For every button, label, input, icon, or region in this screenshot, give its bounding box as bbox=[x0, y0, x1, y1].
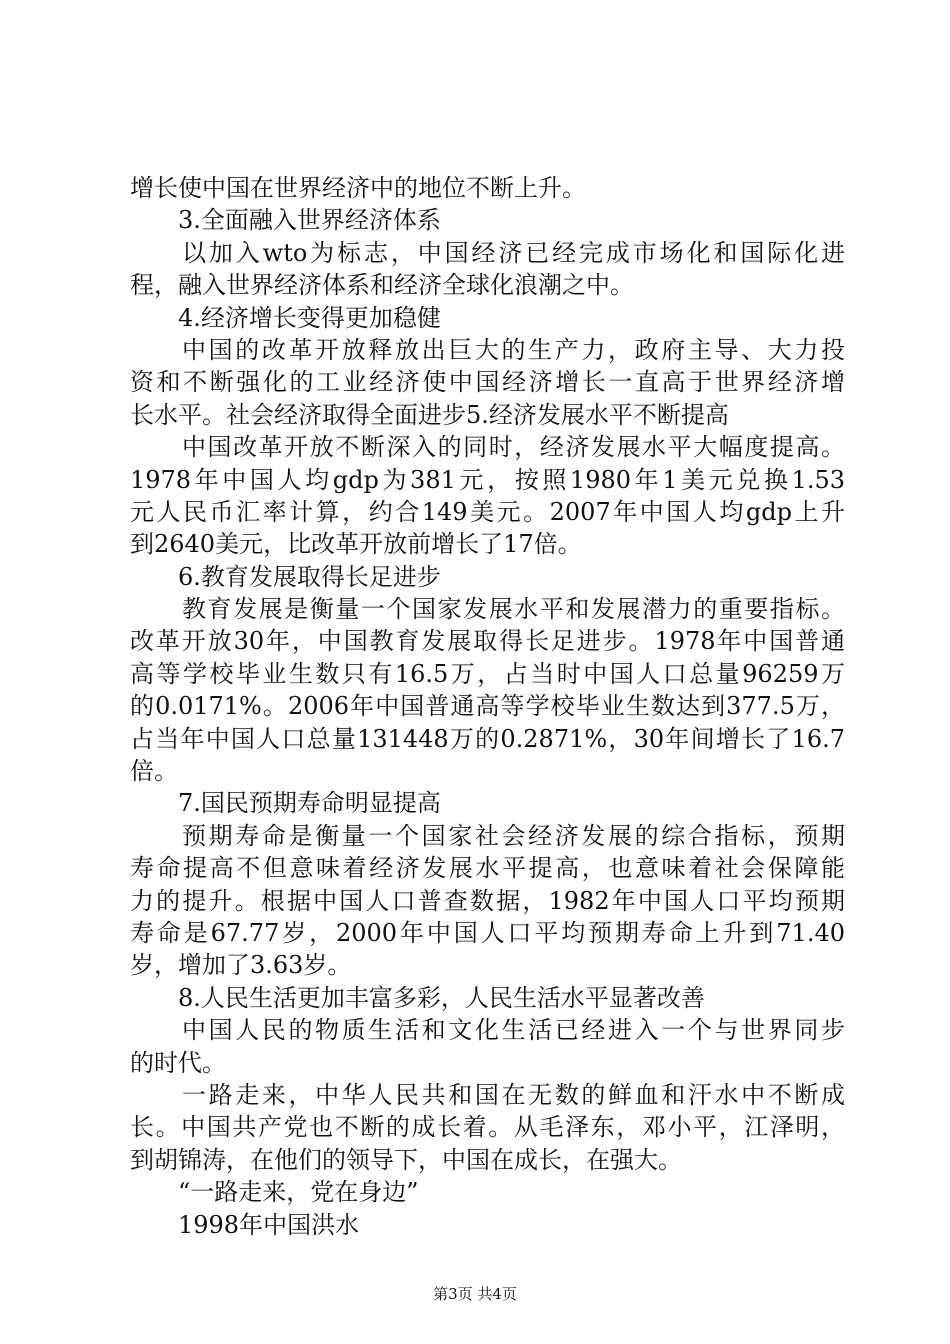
quote-line: “一路走来，党在身边” bbox=[178, 1178, 419, 1207]
paragraph-line: 1978年中国人均gdp为381元，按照1980年1美元兑换1.53 bbox=[130, 465, 845, 494]
paragraph-line: 的时代。 bbox=[130, 1048, 226, 1077]
paragraph-line: 中国人民的物质生活和文化生活已经进入一个与世界同步 bbox=[182, 1016, 845, 1045]
paragraph-line: 程，融入世界经济体系和经济全球化浪潮之中。 bbox=[130, 271, 634, 300]
paragraph-line: 一路走来，中华人民共和国在无数的鲜血和汗水中不断成 bbox=[182, 1080, 845, 1109]
paragraph-line: 中国改革开放不断深入的同时，经济发展水平大幅度提高。 bbox=[182, 433, 845, 462]
paragraph-line: 长水平。社会经济取得全面进步5.经济发展水平不断提高 bbox=[130, 400, 729, 429]
section-heading: 3.全面融入世界经济体系 bbox=[178, 206, 441, 235]
paragraph-line: 长。中国共产党也不断的成长着。从毛泽东，邓小平，江泽明， bbox=[130, 1113, 845, 1142]
paragraph-line: 占当年中国人口总量131448万的0.2871%，30年间增长了16.7 bbox=[130, 724, 845, 753]
paragraph-line: 力的提升。根据中国人口普查数据，1982年中国人口平均预期 bbox=[130, 886, 845, 915]
section-heading: 7.国民预期寿命明显提高 bbox=[178, 789, 441, 818]
paragraph-line: 到胡锦涛，在他们的领导下，中国在成长，在强大。 bbox=[130, 1145, 682, 1174]
paragraph-line: 中国的改革开放释放出巨大的生产力，政府主导、大力投 bbox=[182, 335, 845, 364]
section-heading: 8.人民生活更加丰富多彩，人民生活水平显著改善 bbox=[178, 983, 705, 1012]
page-number-footer: 第3页 共4页 bbox=[433, 1285, 517, 1303]
paragraph-line: 的0.0171%。2006年中国普通高等学校毕业生数达到377.5万， bbox=[130, 692, 845, 721]
paragraph-line: 1998年中国洪水 bbox=[178, 1210, 360, 1239]
paragraph-line: 增长使中国在世界经济中的地位不断上升。 bbox=[130, 174, 586, 202]
paragraph-line: 资和不断强化的工业经济使中国经济增长一直高于世界经济增 bbox=[130, 368, 845, 397]
section-heading: 4.经济增长变得更加稳健 bbox=[178, 303, 441, 332]
paragraph-line: 岁，增加了3.63岁。 bbox=[130, 951, 352, 980]
paragraph-line: 到2640美元，比改革开放前增长了17倍。 bbox=[130, 530, 582, 559]
paragraph-line: 教育发展是衡量一个国家发展水平和发展潜力的重要指标。 bbox=[182, 595, 845, 624]
section-heading: 6.教育发展取得长足进步 bbox=[178, 562, 441, 591]
paragraph-line: 改革开放30年，中国教育发展取得长足进步。1978年中国普通 bbox=[130, 627, 845, 656]
paragraph-line: 高等学校毕业生数只有16.5万，占当时中国人口总量96259万 bbox=[130, 659, 845, 688]
document-body bbox=[130, 172, 845, 1241]
paragraph-line: 寿命是67.77岁，2000年中国人口平均预期寿命上升到71.40 bbox=[130, 918, 845, 947]
paragraph-line: 元人民币汇率计算，约合149美元。2007年中国人均gdp上升 bbox=[130, 497, 845, 526]
paragraph-line: 寿命提高不但意味着经济发展水平提高，也意味着社会保障能 bbox=[130, 854, 845, 883]
paragraph-line: 倍。 bbox=[130, 757, 178, 786]
paragraph-line: 预期寿命是衡量一个国家社会经济发展的综合指标，预期 bbox=[182, 821, 845, 850]
paragraph-line: 以加入wto为标志，中国经济已经完成市场化和国际化进 bbox=[182, 238, 845, 267]
